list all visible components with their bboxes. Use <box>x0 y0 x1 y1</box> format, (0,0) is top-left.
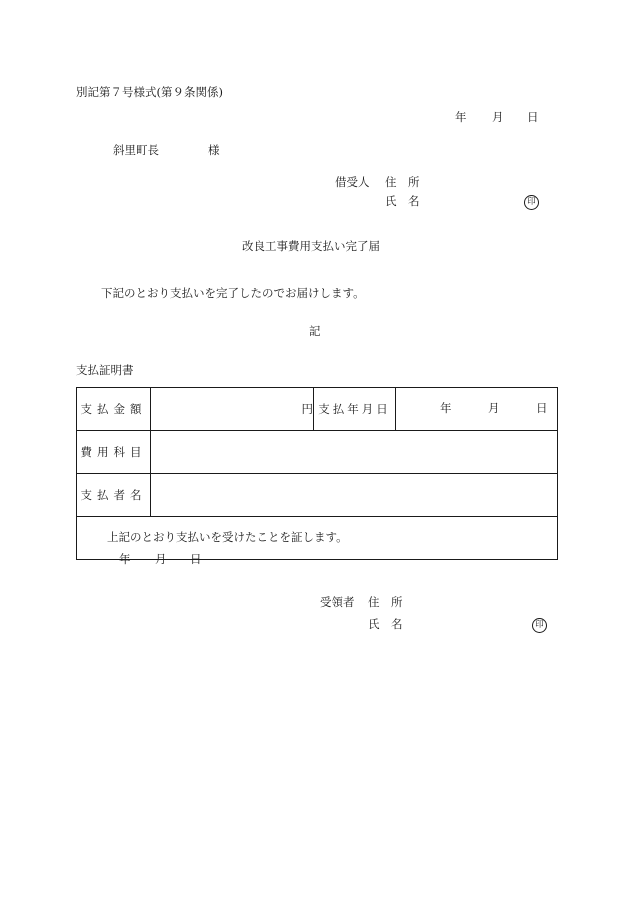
recipient-name-label: 氏 名 <box>368 617 403 631</box>
expense-label: 費用科目 <box>77 431 151 474</box>
pay-date-label: 支払年月日 <box>314 388 396 431</box>
pay-date-cell <box>396 388 558 431</box>
yen-unit: 円 <box>301 402 313 416</box>
recipient-address-label: 住 所 <box>368 595 403 609</box>
payer-cell <box>151 474 558 517</box>
pay-date-day: 日 <box>536 401 548 415</box>
section-label: 支払証明書 <box>76 363 134 377</box>
table-row-payer <box>77 474 558 517</box>
statement-text: 下記のとおり支払いを完了したのでお届けします。 <box>101 286 365 300</box>
recipient-seal-mark: 印 <box>532 618 547 633</box>
certify-text: 上記のとおり支払いを受けたことを証します。 <box>107 530 348 544</box>
addressee-honorific: 様 <box>208 143 220 157</box>
expense-cell <box>151 431 558 474</box>
form-reference: 別記第７号様式(第９条関係) <box>76 85 223 99</box>
table-row-expense <box>77 431 558 474</box>
table-row-certification <box>77 517 558 560</box>
document-title: 改良工事費用支払い完了届 <box>242 239 380 253</box>
pay-date-year: 年 <box>440 401 452 415</box>
amount-label: 支払金額 <box>77 388 151 431</box>
cert-month: 月 <box>155 552 167 566</box>
borrower-address-label: 住 所 <box>385 175 420 189</box>
addressee-name: 斜里町長 <box>113 143 159 157</box>
ki-marker: 記 <box>309 324 321 338</box>
payment-certificate-table <box>76 387 558 631</box>
borrower-seal-mark: 印 <box>524 195 539 210</box>
recipient-role: 受領者 <box>320 595 355 609</box>
date-month-label: 月 <box>492 110 504 124</box>
amount-cell <box>151 388 314 431</box>
borrower-role: 借受人 <box>335 175 370 189</box>
table-row-amount <box>77 388 558 431</box>
cert-year: 年 <box>119 552 131 566</box>
certification-cell <box>77 517 558 631</box>
date-year-label: 年 <box>455 110 467 124</box>
date-day-label: 日 <box>527 110 539 124</box>
pay-date-month: 月 <box>488 401 500 415</box>
cert-day: 日 <box>190 552 202 566</box>
borrower-name-label: 氏 名 <box>385 194 420 208</box>
payer-label: 支払者名 <box>77 474 151 517</box>
